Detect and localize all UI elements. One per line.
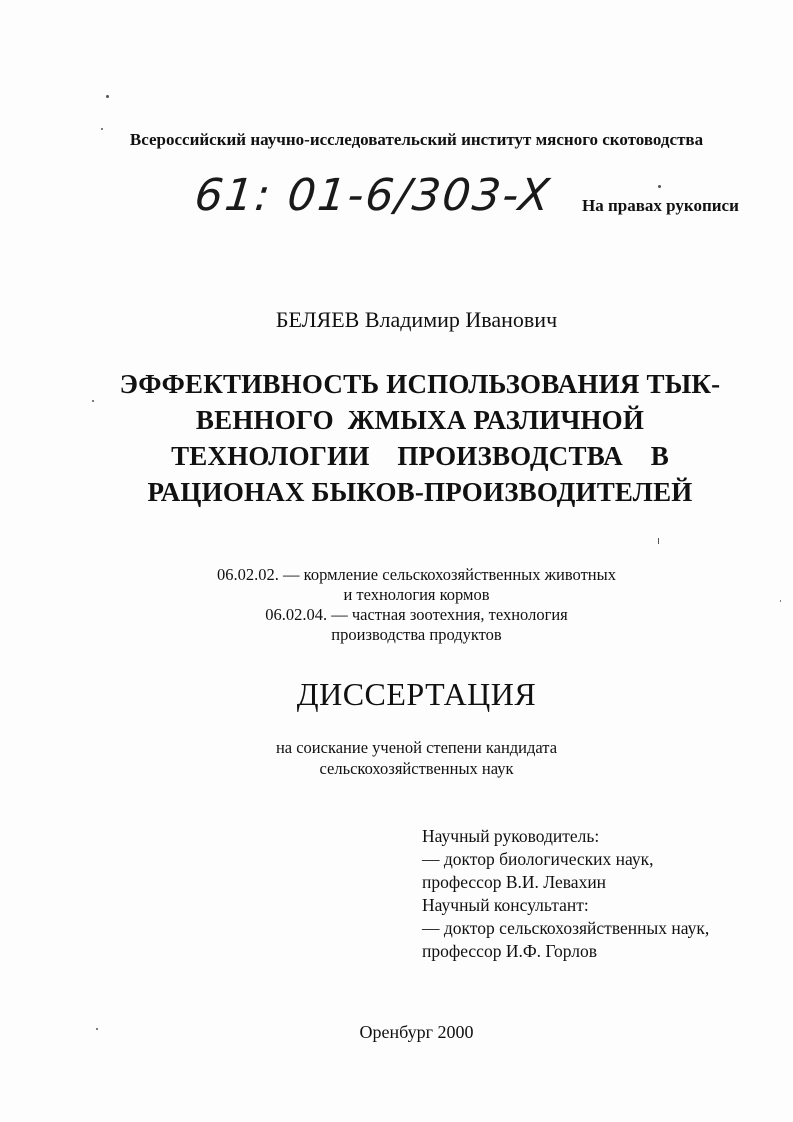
- author-name: БЕЛЯЕВ Владимир Иванович: [275, 307, 558, 332]
- specialty-line: и технология кормов: [343, 585, 490, 604]
- advisor-line: профессор И.Ф. Горлов: [422, 941, 597, 961]
- title-line: ТЕХНОЛОГИИ ПРОИЗВОДСТВА В: [171, 441, 669, 471]
- manuscript-rights-label: На правах рукописи: [582, 196, 739, 215]
- specialty-codes: [0, 565, 793, 645]
- degree-line: на соискание ученой степени кандидата: [275, 738, 558, 757]
- advisor-line: Научный руководитель:: [422, 826, 600, 846]
- title-line: ВЕННОГО ЖМЫХА РАЗЛИЧНОЙ: [195, 405, 645, 435]
- scan-speck: [101, 128, 103, 130]
- catalog-code-handwritten: 61: 01-6/303-X: [192, 170, 554, 221]
- degree-statement: [0, 737, 793, 779]
- institute-name: Всероссийский научно-исследовательский институт мясного скотоводства: [129, 130, 704, 149]
- advisor-line: Научный консультант:: [422, 895, 589, 915]
- title-line: ЭФФЕКТИВНОСТЬ ИСПОЛЬЗОВАНИЯ ТЫК-: [119, 369, 721, 399]
- specialty-line: производства продуктов: [331, 625, 502, 644]
- advisor-line: — доктор биологических наук,: [422, 849, 654, 869]
- advisors-block: [422, 825, 709, 963]
- scan-speck: [780, 600, 781, 602]
- dissertation-title: [95, 366, 745, 510]
- degree-line: сельскохозяйственных наук: [319, 759, 514, 778]
- document-type-heading: ДИССЕРТАЦИЯ: [296, 676, 537, 712]
- scan-speck: [658, 185, 661, 188]
- specialty-line: 06.02.02. — кормление сельскохозяйственных животных: [217, 565, 616, 584]
- city-year: Оренбург 2000: [359, 1022, 474, 1042]
- advisor-line: — доктор сельскохозяйственных наук,: [422, 918, 710, 938]
- scan-speck: [106, 95, 109, 98]
- scan-speck: [92, 400, 94, 402]
- scan-speck: [96, 1028, 98, 1030]
- scan-speck: [658, 538, 659, 544]
- title-line: РАЦИОНАХ БЫКОВ-ПРОИЗВОДИТЕЛЕЙ: [147, 477, 693, 507]
- specialty-line: 06.02.04. — частная зоотехния, технология: [265, 605, 568, 624]
- advisor-line: профессор В.И. Левахин: [422, 872, 607, 892]
